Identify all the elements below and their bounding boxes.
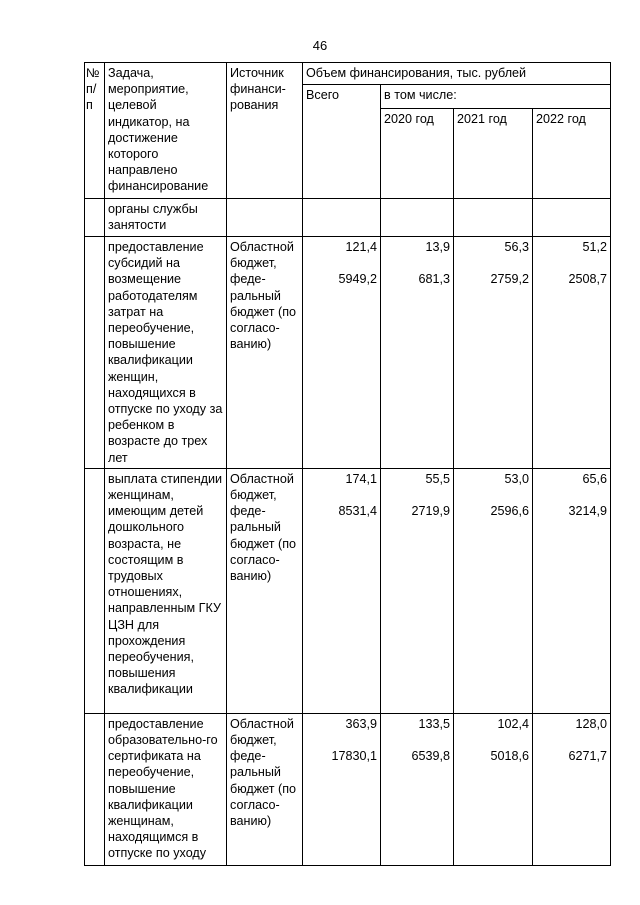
value-federal: 5949,2 [338, 272, 377, 287]
value-regional: 65,6 [582, 471, 608, 486]
value-federal: 17830,1 [331, 749, 377, 764]
value-federal: 3214,9 [568, 504, 608, 519]
cell-2022 [533, 199, 611, 237]
value-regional: 53,0 [504, 471, 529, 486]
value-federal: 2508,7 [568, 272, 608, 287]
value-federal: 5018,6 [490, 749, 529, 764]
cell-source: Областной бюджет, феде-ральный бюджет (по согласо-ванию) [227, 713, 303, 865]
table-row [85, 237, 611, 469]
header-year-2022: 2022 год [533, 109, 611, 199]
cell-total [303, 713, 381, 865]
value-regional: 174,1 [345, 471, 377, 486]
cell-total [303, 468, 381, 713]
financing-table [84, 62, 611, 866]
cell-num [85, 468, 105, 713]
header-year-2021: 2021 год [454, 109, 533, 199]
cell-2022 [533, 237, 611, 469]
cell-task: органы службы занятости [105, 199, 227, 237]
cell-2022 [533, 713, 611, 865]
value-regional: 51,2 [582, 240, 608, 254]
value-federal: 2719,9 [411, 504, 450, 519]
value-regional: 13,9 [425, 240, 450, 254]
cell-num [85, 237, 105, 469]
cell-2020 [381, 237, 454, 469]
value-regional: 121,4 [345, 240, 377, 254]
header-source: Источник финанси-рования [227, 63, 303, 199]
header-year-2020: 2020 год [381, 109, 454, 199]
cell-task: выплата стипендии женщинам, имеющим детей дошкольного возраста, не состоящим в трудовых отношениях, направленным ГКУ ЦЗН для прохождения переобучения, повышения квалификации [105, 468, 227, 713]
cell-2021 [454, 199, 533, 237]
value-regional: 102,4 [497, 716, 529, 731]
value-regional: 56,3 [504, 240, 529, 254]
header-num: № п/п [85, 63, 105, 199]
value-regional: 55,5 [425, 471, 450, 486]
value-regional: 363,9 [345, 716, 377, 731]
value-regional: 133,5 [418, 716, 450, 731]
cell-2021 [454, 468, 533, 713]
cell-2021 [454, 237, 533, 469]
cell-source [227, 199, 303, 237]
cell-2021 [454, 713, 533, 865]
value-regional: 128,0 [575, 716, 608, 731]
header-including: в том числе: [381, 85, 611, 109]
table-row [85, 199, 611, 237]
cell-2020 [381, 199, 454, 237]
cell-total [303, 237, 381, 469]
header-volume: Объем финансирования, тыс. рублей [303, 63, 611, 85]
header-total: Всего [303, 85, 381, 199]
cell-2020 [381, 713, 454, 865]
table-row [85, 713, 611, 865]
header-row-1 [85, 63, 611, 85]
header-task: Задача, мероприятие, целевой индикатор, на достижение которого направлено финансирование [105, 63, 227, 199]
cell-num [85, 199, 105, 237]
table-row [85, 468, 611, 713]
page-number: 46 [312, 38, 328, 53]
cell-source: Областной бюджет, феде-ральный бюджет (по согласо-ванию) [227, 237, 303, 469]
value-federal: 2596,6 [490, 504, 529, 519]
cell-source: Областной бюджет, феде-ральный бюджет (по согласо-ванию) [227, 468, 303, 713]
value-federal: 2759,2 [490, 272, 529, 287]
value-federal: 681,3 [418, 272, 450, 287]
value-federal: 8531,4 [338, 504, 377, 519]
cell-num [85, 713, 105, 865]
cell-task: предоставление образовательно-го сертификата на переобучение, повышение квалификации женщинам, находящимся в отпуске по уходу [105, 713, 227, 865]
cell-2022 [533, 468, 611, 713]
cell-total [303, 199, 381, 237]
cell-task: предоставление субсидий на возмещение работодателям затрат на переобучение, повышение квалификации женщин, находящихся в отпуске по уходу за ребенком в возрасте до трех лет [105, 237, 227, 469]
value-federal: 6539,8 [411, 749, 450, 764]
value-federal: 6271,7 [568, 749, 608, 764]
cell-2020 [381, 468, 454, 713]
